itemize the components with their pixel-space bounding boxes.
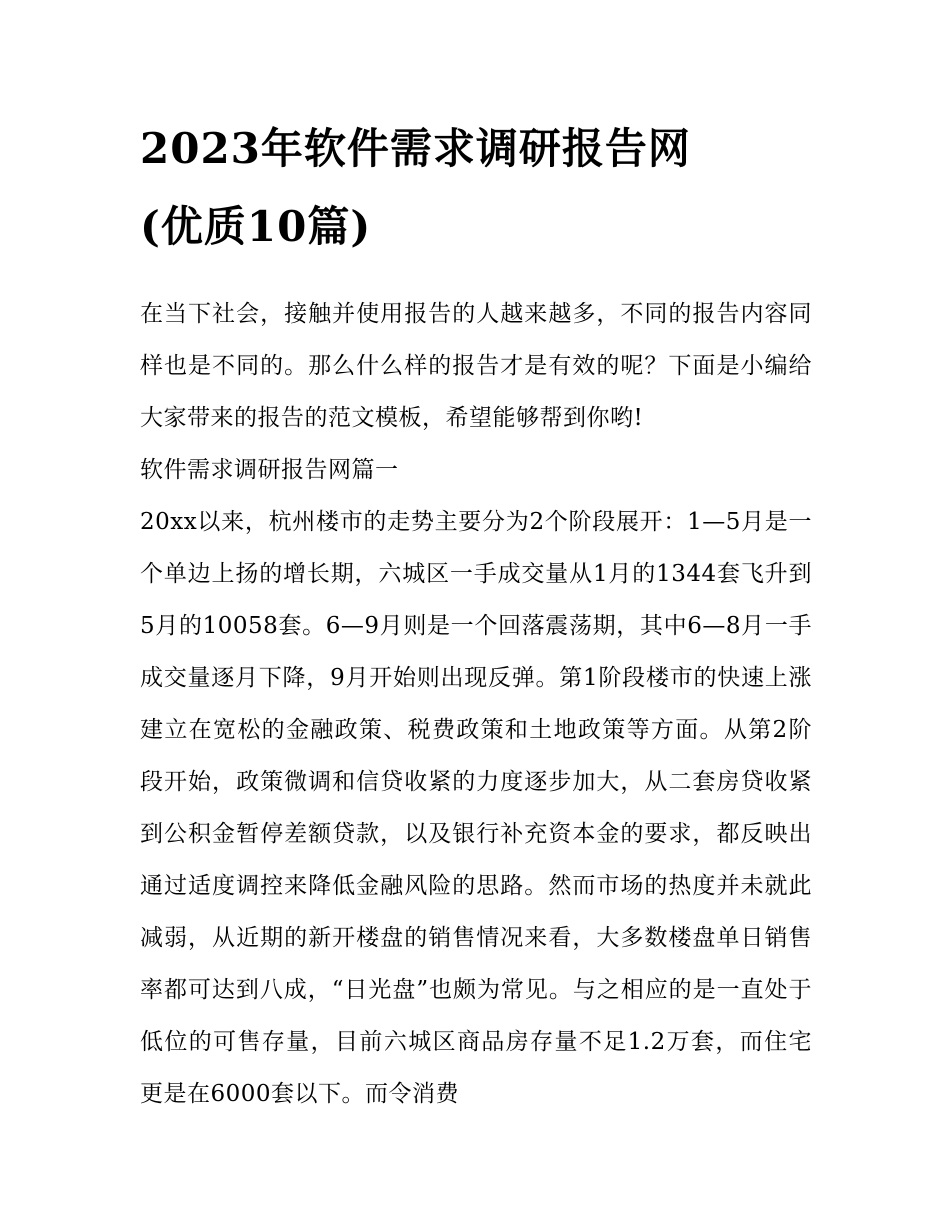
- document-page: [140, 110, 812, 1120]
- section-paragraph: 20xx以来，杭州楼市的走势主要分为2个阶段展开：1—5月是一个单边上扬的增长期，六城区一手成交量从1月的1344套飞升到5月的10058套。6—9月则是一个回落震荡期，其中6—8月一手成交量逐月下降，9月开始则出现反弹。第1阶段楼市的快速上涨建立在宽松的金融政策、税费政策和土地政策等方面。从第2阶段开始，政策微调和信贷收紧的力度逐步加大，从二套房贷收紧到公积金暂停差额贷款，以及银行补充资本金的要求，都反映出通过适度调控来降低金融风险的思路。然而市场的热度并未就此减弱，从近期的新开楼盘的销售情况来看，大多数楼盘单日销售率都可达到八成，“日光盘”也颇为常见。与之相应的是一直处于低位的可售存量，目前六城区商品房存量不足1.2万套，而住宅更是在6000套以下。而令消费: [140, 509, 812, 1107]
- section-heading: 软件需求调研报告网篇一: [140, 457, 399, 483]
- title-line-2: (优质10篇): [140, 202, 372, 251]
- document-body: [140, 288, 812, 1120]
- intro-paragraph: 在当下社会，接触并使用报告的人越来越多，不同的报告内容同样也是不同的。那么什么样的报告才是有效的呢？下面是小编给大家带来的报告的范文模板，希望能够帮到你哟!: [140, 301, 812, 431]
- title-line-1: 2023年软件需求调研报告网: [140, 124, 691, 173]
- document-title: [140, 110, 812, 266]
